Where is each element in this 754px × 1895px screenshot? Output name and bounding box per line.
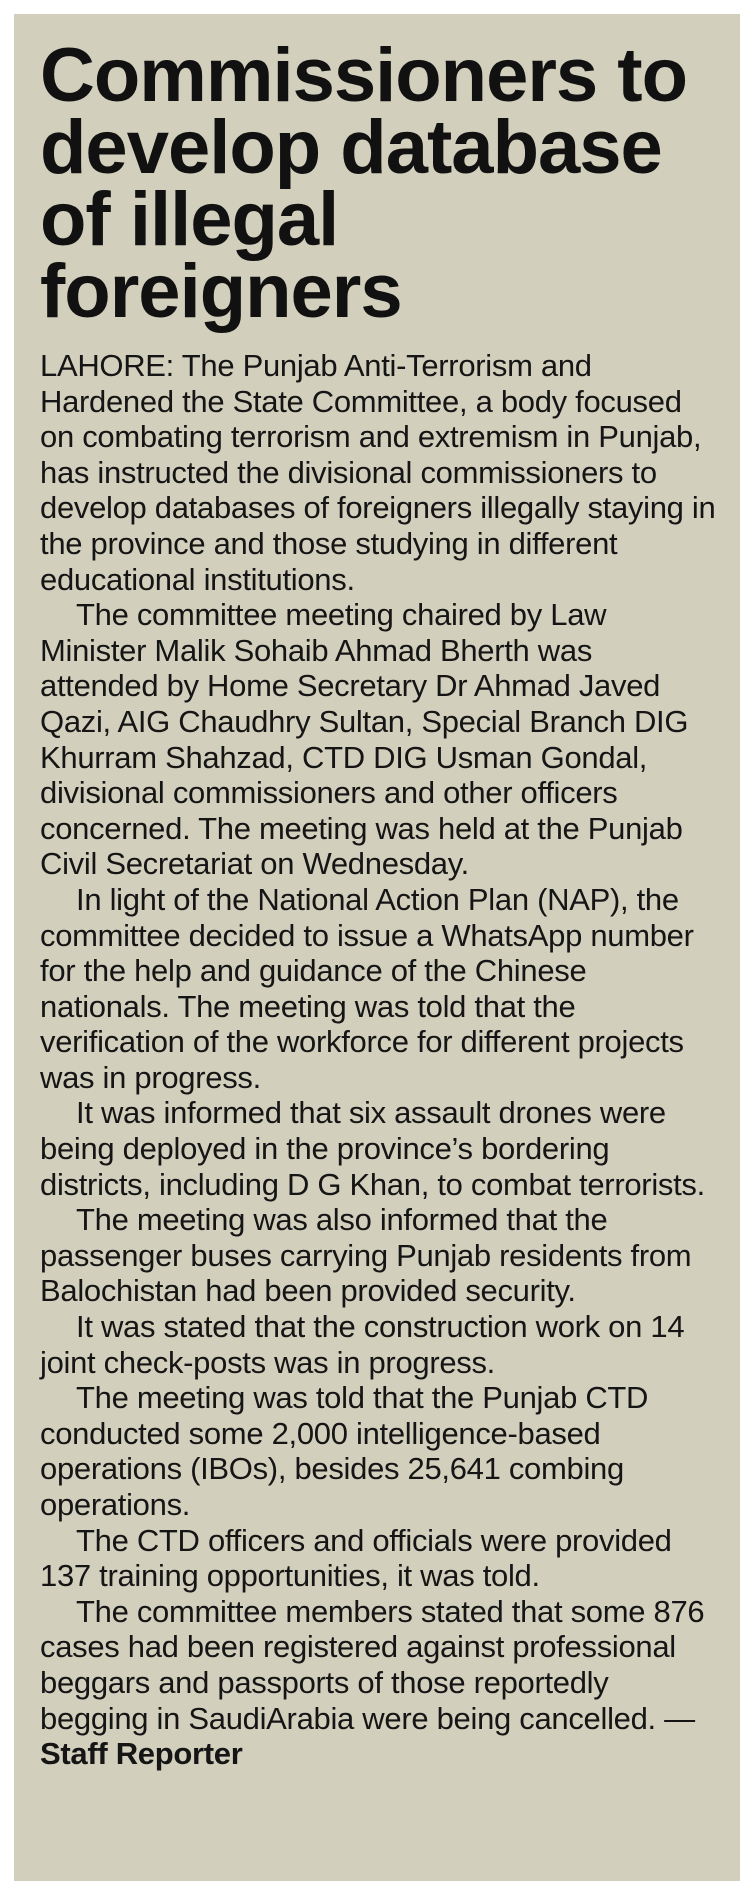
- paragraph-4: It was informed that six assault drones were being deployed in the province’s bordering districts, including D G Khan, to combat terrorists.: [40, 1095, 705, 1202]
- article-body: [40, 348, 716, 1772]
- paragraph-9: [40, 1594, 716, 1772]
- paragraph-5: The meeting was also informed that the passenger buses carrying Punjab residents from Balochistan had been provided security.: [40, 1202, 692, 1309]
- headline: Commissioners to develop database of illegal foreigners: [40, 33, 688, 334]
- paragraph-2: The committee meeting chaired by Law Minister Malik Sohaib Ahmad Bherth was attended by Home Secretary Dr Ahmad Javed Qazi, AIG Chaudhry Sultan, Special Branch DIG Khurram Shahzad, CTD DIG Usman Gondal, divisional commissioners and other officers concerned. The meeting was held at the Punjab Civil Secretariat on Wednesday.: [40, 597, 689, 882]
- paragraph-3: In light of the National Action Plan (NAP), the committee decided to issue a WhatsApp number for the help and guidance of the Chinese nationals. The meeting was told that the verification of the workforce for different projects was in progress.: [40, 881, 694, 1095]
- paragraph-8: The CTD officers and officials were provided 137 training opportunities, it was told.: [40, 1522, 672, 1594]
- paragraph-7: The meeting was told that the Punjab CTD conducted some 2,000 intelligence-based operations (IBOs), besides 25,641 combing operations.: [40, 1380, 649, 1522]
- paragraph-6: It was stated that the construction work on 14 joint check-posts was in progress.: [40, 1309, 685, 1380]
- newspaper-clipping: [14, 14, 740, 1881]
- byline: Staff Reporter: [40, 1736, 243, 1772]
- paragraph-9-text: The committee members stated that some 876 cases had been registered against professional beggars and passports of those reportedly begging in SaudiArabia were being cancelled. —: [40, 1593, 705, 1736]
- paragraph-1: LAHORE: The Punjab Anti-Terrorism and Hardened the State Committee, a body focused on combating terrorism and extremism in Punjab, has instructed the divisional commissioners to develop databases of foreigners illegally staying in the province and those studying in different educational institutions.: [40, 348, 716, 597]
